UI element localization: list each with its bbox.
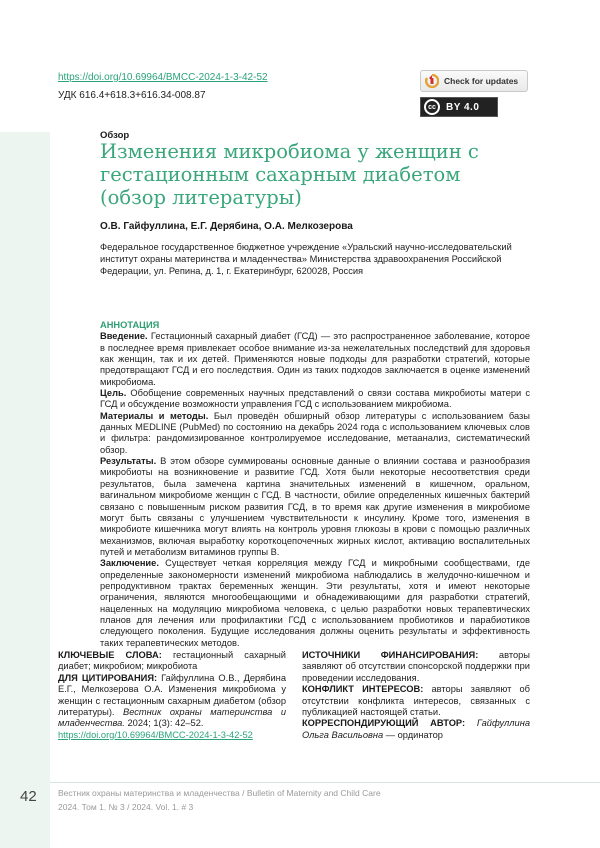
abstract-aim [100,388,530,411]
abstract-methods [100,411,530,456]
abstract-heading: АННОТАЦИЯ [100,320,160,330]
methods-label: Материалы и методы. [100,410,209,421]
article-authors: О.В. Гайфуллина, Е.Г. Дерябина, О.А. Мелкозерова [100,221,353,232]
aim-text: Обобщение современных научных представлений о связи состава микробиоты матери с ГСД и обсуждение возможности управления ГСД с использованием микробиома. [100,388,530,410]
abstract-introduction [100,331,530,388]
citation-doi-link[interactable]: https://doi.org/10.69964/BMCC-2024-1-3-42-52 [58,729,253,740]
citation-text: Гайфуллина О.В., Дерябина Е.Г., Мелкозерова О.А. Изменения микробиома у женщин с гестационным сахарным диабетом (обзор литературы). [58,672,286,718]
citation-label: ДЛЯ ЦИТИРОВАНИЯ: [58,672,158,683]
abstract-conclusion [100,558,530,649]
check-updates-icon [425,74,439,88]
check-updates-label: Check for updates [444,76,519,86]
article-title: Изменения микробиома у женщин с гестационным сахарным диабетом (обзор литературы) [100,140,479,209]
author-affiliation: Федеральное государственное бюджетное учреждение «Уральский научно-исследовательский институт охраны материнства и младенчества» Министерства здравоохранения Российской Федерации, ул. Репина, д. 1, г. Екатеринбург, 620028, Россия [100,242,512,276]
citation-issue: 2024; 1(3): 42–52. [124,718,204,729]
footer-issue-info: 2024. Том 1. № 3 / 2024. Vol. 1. # 3 [58,802,194,812]
footer-journal-name: Вестник охраны материнства и младенчества / Bulletin of Maternity and Child Care [58,788,381,798]
methods-text: Был проведён обширный обзор литературы с использованием базы данных MEDLINE (PubMed) по состоянию на декабрь 2024 года с использованием ключевых слов и фильтра: рандомизированное контролируемое исследование, метаанализ, систематический обзор. [100,410,530,455]
intro-text: Гестационный сахарный диабет (ГСД) — это распространенное заболевание, которое в последнее время привлекает особое внимание из-за нежелательных последствий для здоровья как женщин, так и их детей. Применяются новые подходы для разработки стратегий, которые предотвращают ГСД и его последствия. Один из таких подходов заключается в оценке изменений микробиома. [100,331,530,387]
cc-license-badge[interactable] [420,97,498,117]
udk-code: УДК 616.4+618.3+616.34-008.87 [58,90,206,101]
funding-label: ИСТОЧНИКИ ФИНАНСИРОВАНИЯ: [302,650,479,660]
page-number: 42 [20,788,37,805]
aim-label: Цель. [100,388,127,399]
conflict-label: КОНФЛИКТ ИНТЕРЕСОВ: [302,684,424,695]
funding [302,650,530,684]
abstract-block [100,320,530,649]
keywords-text: гестационный сахарный диабет; микробиом; микробиота [58,650,287,672]
corresponding-name: Гайфуллина Ольга Васильовна [302,718,530,740]
abstract-results [100,456,530,558]
citation-journal: Вестник охраны материнства и младенчества. [58,707,286,729]
citation [58,673,286,741]
creative-commons-icon: cc [424,99,440,115]
left-margin-band [0,132,50,848]
conclusion-text: Существует четкая корреляция между ГСД и микробными сообществами, где определенные закономерности изменений микробиома наблюдались в желудочно-кишечном и репродуктивном трактах беременных женщин. Эти результаты, хотя и имеют некоторые ограничения, являются многообещающими и обнадеживающими для разработки стратегий, нацеленных на модуляцию микробиома человека, с целью разработки новых терапевтических планов для лечения или профилактики ГСД с использованием пробиотиков и парабиотиков следующего поколения. Будущие исследования должны оценить результаты и эффективность таких терапевтических методов. [100,558,530,648]
meta-left-column [58,650,286,741]
keywords [58,650,286,673]
conclusion-label: Заключение. [100,558,159,569]
footer-divider [50,782,600,783]
corresponding-text: — ординатор [383,729,443,740]
license-label: BY 4.0 [446,101,480,113]
results-label: Результаты. [100,456,157,467]
section-label: Обзор [100,130,130,141]
conflict-of-interest [302,684,530,718]
corresponding-label: КОРРЕСПОНДИРУЮЩИЙ АВТОР: [302,718,466,729]
corresponding-author [302,718,530,741]
conflict-text: авторы заявляют об отсутствии конфликта интересов, связанных с публикацией настоящей статьи. [302,684,530,718]
meta-right-column [302,650,530,741]
check-for-updates-button[interactable] [420,70,528,92]
results-text: В этом обзоре суммированы основные данные о влиянии состава и разнообразия микробиоты на возникновение и развитие ГСД. Хотя были некоторые несоответствия среди результатов, была замечена картина значительных изменений в кишечном, оральном, вагинальном микробиоме женщин с ГСД. В частности, обилие определенных кишечных бактерий связано с повышенным риском развития ГСД, в то время как другие изменения в микробиоме могут быть связаны с улучшением чувствительности к инсулину. Кроме того, изменения в микробиоте кишечника могут влиять на контроль уровня глюкозы в крови с помощью различных механизмов, включая выработку короткоцепочечных жирных кислот, активацию воспалительных путей и метаболизм витаминов группы B. [100,456,530,557]
article-doi-link[interactable]: https://doi.org/10.69964/BMCC-2024-1-3-42-52 [58,72,268,83]
keywords-label: КЛЮЧЕВЫЕ СЛОВА: [58,650,162,660]
intro-label: Введение. [100,331,148,342]
funding-text: авторы заявляют об отсутствии спонсорской поддержки при проведении исследования. [302,650,530,683]
